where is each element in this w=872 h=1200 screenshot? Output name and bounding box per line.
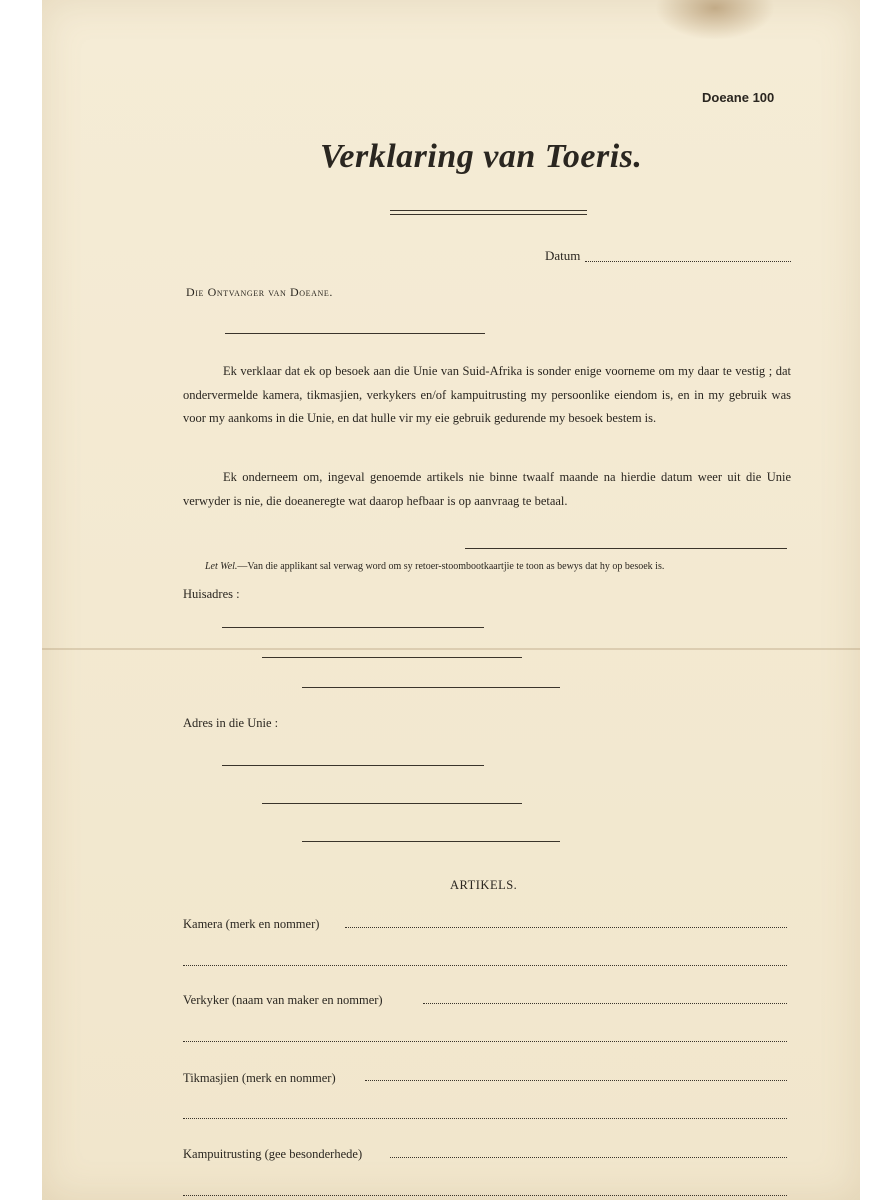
union-address-label: Adres in die Unie : — [183, 716, 279, 730]
article-camera-line-2[interactable] — [183, 965, 787, 966]
declaration-paragraph: Ek verklaar dat ek op besoek aan die Unie van Suid-Afrika is sonder enige voorneme om my daar te vestig ; dat ondervermelde kamera, tikmasjien, verkykers en/of kampuitrusting my persoonlike eiendom is, en in my gebruik was voor my aankoms in die Unie, en dat hulle vir my eie gebruik gedurende my besoek bestem is. — [183, 364, 791, 425]
date-label: Datum — [545, 248, 581, 263]
article-camping-label: Kampuitrusting (gee besonderhede) — [183, 1147, 363, 1161]
article-binoculars-label: Verkyker (naam van maker en nommer) — [183, 993, 383, 1007]
article-binoculars-line[interactable] — [423, 1003, 787, 1004]
home-address-line-3[interactable] — [302, 687, 560, 688]
home-address-line-2[interactable] — [262, 657, 522, 658]
article-camera-line[interactable] — [345, 927, 787, 928]
article-binoculars-line-2[interactable] — [183, 1041, 787, 1042]
article-camping-line[interactable] — [390, 1157, 787, 1158]
articles-heading: ARTIKELS. — [450, 878, 518, 892]
form-paper — [42, 0, 860, 1200]
note-text: —Van die applikant sal verwag word om sy retoer-stoombootkaartjie te toon as bewys dat hy op besoek is. — [237, 561, 665, 572]
signature-line[interactable] — [465, 548, 787, 549]
home-address-line-1[interactable] — [222, 627, 484, 628]
title-rule-bottom — [390, 214, 587, 215]
paper-stain — [655, 0, 775, 40]
date-field-line[interactable] — [585, 261, 791, 262]
article-camping-line-2[interactable] — [183, 1195, 787, 1196]
article-typewriter-label: Tikmasjien (merk en nommer) — [183, 1071, 336, 1085]
union-address-line-3[interactable] — [302, 841, 560, 842]
title-rule-top — [390, 210, 587, 211]
article-typewriter-line[interactable] — [365, 1080, 787, 1081]
union-address-line-2[interactable] — [262, 803, 522, 804]
paper-fold — [42, 648, 860, 650]
home-address-label: Huisadres : — [183, 587, 240, 601]
article-typewriter-line-2[interactable] — [183, 1118, 787, 1119]
note-prefix: Let Wel. — [205, 561, 238, 572]
recipient-line — [225, 333, 485, 334]
undertaking-paragraph: Ek onderneem om, ingeval genoemde artikels nie binne twaalf maande na hierdie datum weer uit die Unie verwyder is nie, die doeaneregte wat daarop hefbaar is op aanvraag te betaal. — [183, 470, 791, 508]
article-camera-label: Kamera (merk en nommer) — [183, 917, 320, 931]
form-number: Doeane 100 — [702, 90, 775, 105]
union-address-line-1[interactable] — [222, 765, 484, 766]
recipient-heading: Die Ontvanger van Doeane. — [186, 285, 333, 299]
note — [205, 561, 664, 572]
form-title: Verklaring van Toeris. — [320, 138, 643, 175]
